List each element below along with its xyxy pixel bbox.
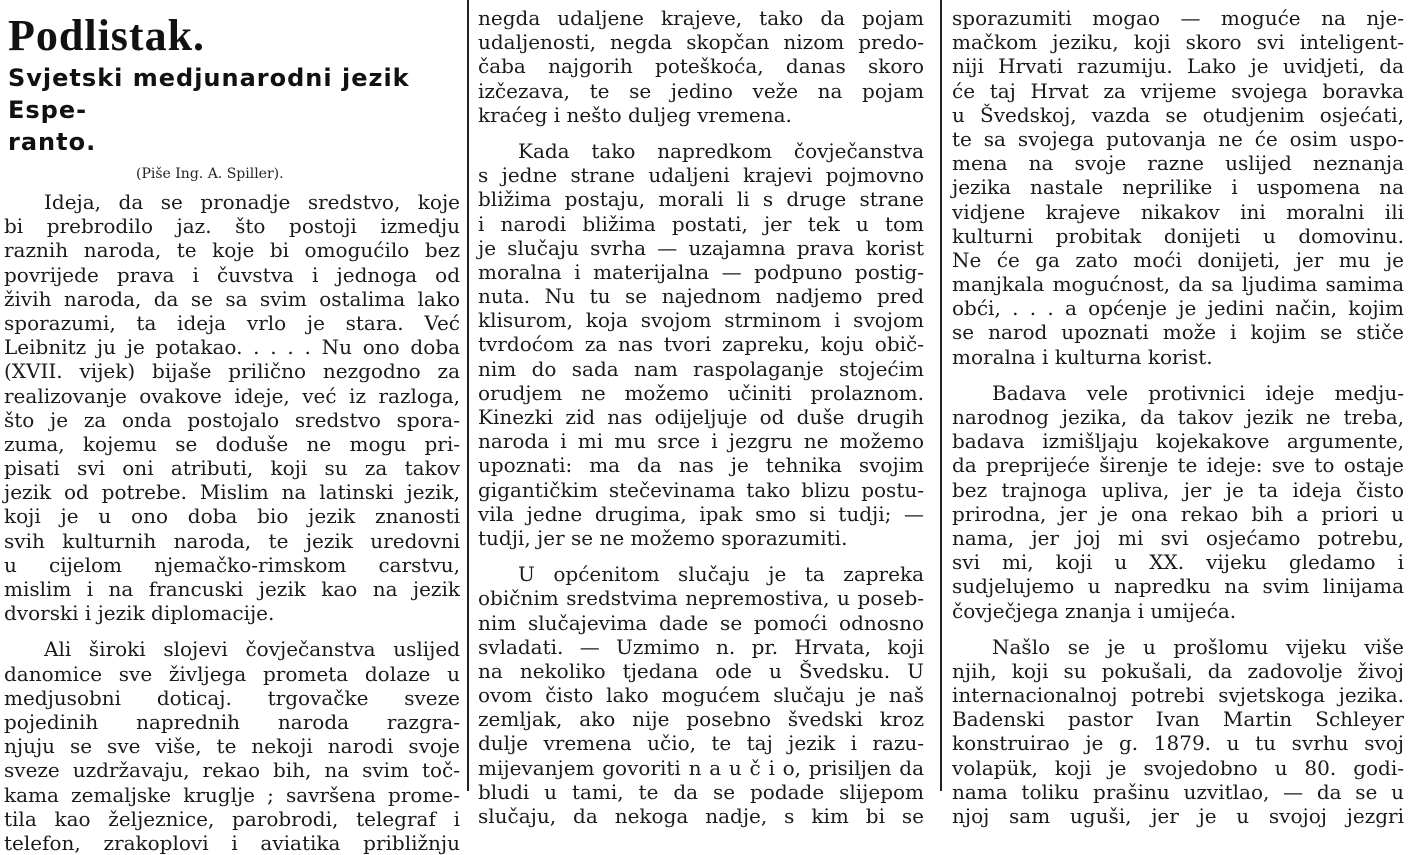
text-line: vidjene krajeve nikakov ini moralni ili — [952, 199, 1404, 224]
paragraph-gap — [478, 127, 924, 139]
text-line: se narod upoznati može i kojim se stiče — [952, 320, 1404, 345]
text-line: bludi u tami, te da se podade slijepom — [478, 779, 924, 804]
text-line: mijevanjem govoriti n a u č i o, prisiljen da — [478, 755, 924, 780]
text-line: čaba najgorih poteškoća, danas skoro — [478, 54, 924, 79]
text-line: nuta. Nu tu se najednom nadjemo pred — [478, 284, 924, 309]
text-line: badava izmišljaju kojekakove argumente, — [952, 429, 1404, 454]
text-line: svladati. — Uzmimo n. pr. Hrvata, koji — [478, 634, 924, 659]
text-line: Kinezki zid nas odijeljuje od duše drugih — [478, 405, 924, 429]
text-line: mačkom jeziku, koji skoro svi inteligent- — [952, 30, 1404, 55]
text-line: konstruirao je g. 1879. u tu svrhu svoj — [952, 731, 1404, 756]
text-line: kraćeg i nešto duljeg vremena. — [478, 102, 792, 127]
text-line: upoznati: ma da nas je tehnika svojim — [478, 453, 924, 478]
text-line: bi prebrodilo jaz. što postoji izmedju — [4, 214, 460, 239]
text-line: njuju se sve više, te nekoji narodi svoje — [4, 734, 460, 759]
text-line: zemljak, ako nije posebno švedski kroz — [478, 707, 924, 732]
text-line: bližima postaju, morali li s druge strane — [478, 187, 924, 212]
paragraph-gap — [4, 625, 460, 637]
column-body — [952, 6, 1404, 828]
text-line: dulje vremena učio, te taj jezik i razu- — [478, 731, 924, 756]
text-line: zuma, kojemu se doduše ne mogu pri- — [4, 431, 460, 456]
column-2 — [478, 0, 924, 828]
text-line: tudji, jer se ne možemo sporazumiti. — [478, 525, 848, 550]
text-line: što je za onda postojalo sredstvo spora- — [4, 407, 460, 432]
paragraph-gap — [952, 623, 1404, 635]
text-line: koji je u ono doba bio jezik znanosti — [4, 504, 460, 529]
text-line: bez trajnoga upliva, jer je ta ideja čisto — [952, 477, 1404, 502]
text-line: tila kao željeznice, parobrodi, telegraf i — [4, 806, 460, 831]
paragraph — [952, 381, 1404, 623]
text-line: ovom čisto lako mogućem slučaju je naš — [478, 683, 924, 708]
paragraph — [4, 637, 460, 855]
text-line: s jedne strane udaljeni krajevi pojmovno — [478, 163, 924, 188]
text-line: sveze uzdržavaju, rekao bih, na svim toč- — [4, 758, 460, 783]
section-title: Podlistak. — [8, 11, 206, 60]
text-line: niji Hrvati razumiju. Lako je uvidjeti, da — [952, 54, 1404, 79]
text-line: obći, . . . a općenje je jedini način, kojim — [952, 296, 1404, 321]
text-line: realizovanje ovakove ideje, već iz razloga, — [4, 383, 460, 408]
text-line: čovječjega znanja i umijeća. — [952, 598, 1237, 623]
text-line: nim slučajevima dade se pomoći odnosno — [478, 610, 924, 635]
text-line: živih naroda, da se sa svim ostalima lako — [4, 286, 460, 311]
text-line: pisati svi oni atributi, koji su za takov — [4, 456, 460, 481]
text-line: Badava vele protivnici ideje medju- — [992, 380, 1404, 405]
text-line: moralna i materijalna — podpuno postig- — [478, 259, 924, 284]
byline: (Piše Ing. A. Spiller). — [136, 166, 284, 182]
text-line: će taj Hrvat za vrijeme svojega boravka — [952, 78, 1404, 103]
text-line: jezik od potrebe. Mislim na latinski jezik, — [4, 480, 460, 505]
text-line: raznih naroda, te koje bi omogućilo bez — [4, 238, 460, 263]
text-line: izčezava, te se jedino veže na pojam — [478, 78, 924, 103]
text-line: nama toliku prašinu uzvitlao, — da se u — [952, 779, 1404, 804]
text-line: slučaju, da nekoga nadje, s kim bi se — [478, 804, 924, 828]
text-line: kulturni probitak donijeti u domovinu. — [952, 223, 1404, 248]
text-line: običnim sredstvima nepremostiva, u poseb- — [478, 586, 924, 611]
text-line: negda udaljene krajeve, tako da pojam — [478, 6, 924, 30]
text-line: mena na svoje razne uslijed neznanja — [952, 151, 1404, 176]
paragraph — [4, 190, 460, 625]
text-line: vila jedne drugima, ipak smo si tudji; — — [478, 501, 924, 526]
column-1 — [4, 0, 460, 855]
text-line: sudjelujemo u napredku na svim linijama — [952, 574, 1404, 599]
text-line: Ali široki slojevi čovječanstva uslijed — [44, 637, 460, 662]
paragraph — [478, 562, 924, 828]
text-line: telefon, zrakoplovi i aviatika približnju — [4, 830, 460, 855]
text-line: danomice sve življega prometa dolaze u — [4, 661, 460, 686]
column-body — [4, 190, 460, 855]
text-line: dvorski i jezik diplomacije. — [4, 601, 275, 626]
paragraph-gap — [478, 550, 924, 562]
text-line: sporazumiti mogao — moguće na nje- — [952, 6, 1404, 30]
text-line: manjkala mogućnost, da sa ljudima samima — [952, 272, 1404, 297]
paragraph — [478, 139, 924, 550]
column-rule — [940, 0, 942, 791]
text-line: njih, koji su pokušali, da zadovolje živoj — [952, 658, 1404, 683]
text-line: tvrdoćom za nas tvori zapreku, koju obič- — [478, 332, 924, 357]
text-line: mislim i na francuski jezik kao na jezik — [4, 577, 460, 601]
text-line: jezika nastale neprilike i uspomena na — [952, 175, 1404, 200]
article-title-line: ranto. — [8, 128, 97, 156]
text-line: da preprijeće širenje te ideje: sve to ostaje — [952, 453, 1404, 478]
text-line: Ideja, da se pronadje sredstvo, koje — [44, 190, 460, 214]
text-line: je slučaju svrha — uzajamna prava korist — [478, 235, 924, 260]
text-line: Našlo se je u prošlomu vijeku više — [992, 634, 1404, 659]
text-line: povrijede prava i čuvstva i jednoga od — [4, 262, 460, 287]
text-line: moralna i kulturna korist. — [952, 344, 1213, 369]
paragraph — [952, 635, 1404, 829]
text-line: kama zemaljske kruglje ; savršena prome- — [4, 782, 460, 807]
text-line: te sa svojega putovanja ne će osim uspo- — [952, 126, 1404, 151]
text-line: na nekoliko tjedana ode u Švedsku. U — [478, 658, 924, 683]
text-line: gigantičkim stečevinama tako blizu postu- — [478, 477, 924, 502]
column-body — [478, 6, 924, 828]
text-line: Kada tako napredkom čovječanstva — [518, 138, 924, 163]
text-line: Ne će ga zato moći donijeti, jer mu je — [952, 247, 1404, 272]
text-line: udaljenosti, negda skopčan nizom predo- — [478, 30, 924, 55]
text-line: internacionalnoj potrebi svjetskoga jezika. — [952, 683, 1404, 708]
text-line: naroda i mi mu srce i jezgru ne možemo — [478, 429, 924, 454]
text-line: Leibnitz ju je potakao. . . . . Nu ono doba — [4, 335, 460, 360]
paragraph — [478, 6, 924, 127]
column-3 — [952, 0, 1404, 828]
text-line: medjusobni doticaj. trgovačke sveze — [4, 685, 460, 710]
text-line: svi mi, koji u XX. vijeku gledamo i — [952, 550, 1404, 575]
text-line: nim do sada nam raspolaganje stojećim — [478, 356, 924, 381]
text-line: narodnog jezika, da takov jezik ne treba, — [952, 405, 1404, 429]
text-line: klisurom, koja svojom strminom i svojom — [478, 308, 924, 333]
column-rule — [467, 0, 469, 791]
article-title — [4, 62, 460, 158]
text-line: Badenski pastor Ivan Martin Schleyer — [952, 707, 1404, 732]
text-line: volapük, koji je svojedobno u 80. godi- — [952, 755, 1404, 780]
text-line: svih kulturnih naroda, te jezik uredovni — [4, 528, 460, 553]
paragraph — [952, 6, 1404, 369]
text-line: sporazumi, ta ideja vrlo je stara. Već — [4, 310, 460, 335]
text-line: u Švedskoj, vazda se otudjenim osjećati, — [952, 102, 1404, 127]
text-line: pojedinih naprednih naroda razgra- — [4, 709, 460, 734]
text-line: u cijelom njemačko-rimskom carstvu, — [4, 552, 460, 577]
text-line: orudjem ne možemo učiniti prolaznom. — [478, 380, 924, 405]
text-line: (XVII. vijek) bijaše prilično nezgodno za — [4, 359, 460, 384]
paragraph-gap — [952, 369, 1404, 381]
text-line: njoj sam uguši, jer je u svojoj jezgri — [952, 804, 1404, 828]
text-line: prirodna, jer je ona rekao bih a priori u — [952, 501, 1404, 526]
text-line: i narodi bližima postati, jer tek u tom — [478, 211, 924, 236]
text-line: nama, jer joj mi svi osjećamo potrebu, — [952, 525, 1404, 550]
text-line: U općenitom slučaju je ta zapreka — [518, 562, 924, 587]
article-title-line: Svjetski medjunarodni jezik Espe- — [8, 64, 410, 124]
